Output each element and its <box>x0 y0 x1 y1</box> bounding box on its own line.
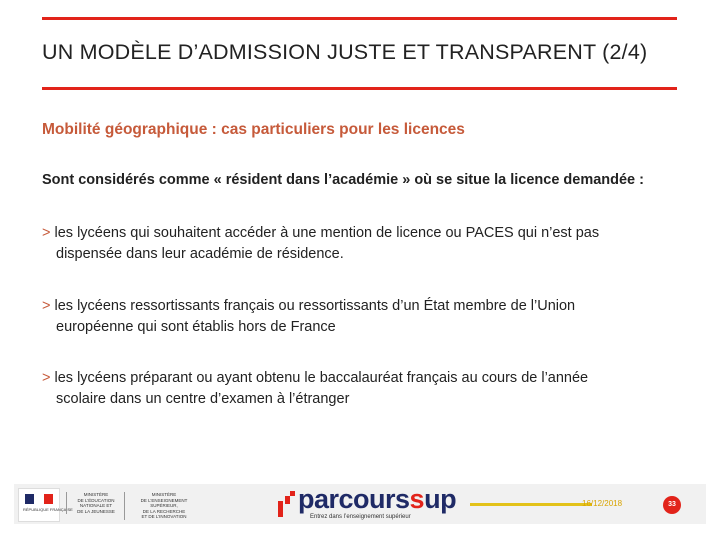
parcoursup-logo <box>276 484 457 523</box>
bullet-marker: > <box>42 225 51 241</box>
bullet-marker: > <box>42 298 51 314</box>
slide-subtitle: Mobilité géographique : cas particuliers pour les licences <box>42 121 465 138</box>
bullet-line: les lycéens préparant ou ayant obtenu le baccalauréat français au cours de l’année <box>54 370 589 386</box>
parcoursup-mark-icon <box>276 491 296 519</box>
bullet-line: dispensée dans leur académie de résidence. <box>56 246 344 262</box>
intro-text: Sont considérés comme « résident dans l’académie » où se situe la licence demandée : <box>42 172 644 188</box>
french-flag-icon <box>25 494 53 504</box>
republic-label: RÉPUBLIQUE FRANÇAISE <box>23 507 73 512</box>
ministry-education-label: MINISTÈRE DE L’ÉDUCATION NATIONALE ET DE LA JEUNESSE <box>66 492 121 514</box>
bullet-line: scolaire dans un centre d’examen à l’étranger <box>56 391 350 407</box>
brand-tagline: Entrez dans l’enseignement supérieur <box>310 514 411 520</box>
slide-date: 16/12/2018 <box>582 499 623 508</box>
brand-suffix: up <box>424 484 457 514</box>
footer-bar <box>14 484 706 524</box>
ministry-higher-education-label: MINISTÈRE DE L’ENSEIGNEMENT SUPÉRIEUR, DE LA RECHERCHE ET DE L’INNOVATION <box>124 492 199 520</box>
bullet-line: européenne qui sont établis hors de France <box>56 319 336 335</box>
footer-divider <box>470 503 592 506</box>
title-top-rule <box>42 17 677 20</box>
page-number-badge: 33 <box>663 496 681 514</box>
brand-accent-letter: s <box>409 484 425 514</box>
bullet-marker: > <box>42 370 51 386</box>
slide-title: UN MODÈLE D’ADMISSION JUSTE ET TRANSPARENT (2/4) <box>42 40 648 64</box>
brand-wordmark <box>298 484 456 515</box>
bullet-item <box>42 368 682 410</box>
marianne-logo <box>18 488 73 522</box>
bullet-line: les lycéens qui souhaitent accéder à une mention de licence ou PACES qui n’est pas <box>54 225 600 241</box>
bullet-line: les lycéens ressortissants français ou ressortissants d’un État membre de l’Union <box>54 298 576 314</box>
bullet-item <box>42 223 682 265</box>
brand-prefix: parcours <box>298 484 410 514</box>
bullet-item <box>42 296 682 338</box>
title-bottom-rule <box>42 87 677 90</box>
